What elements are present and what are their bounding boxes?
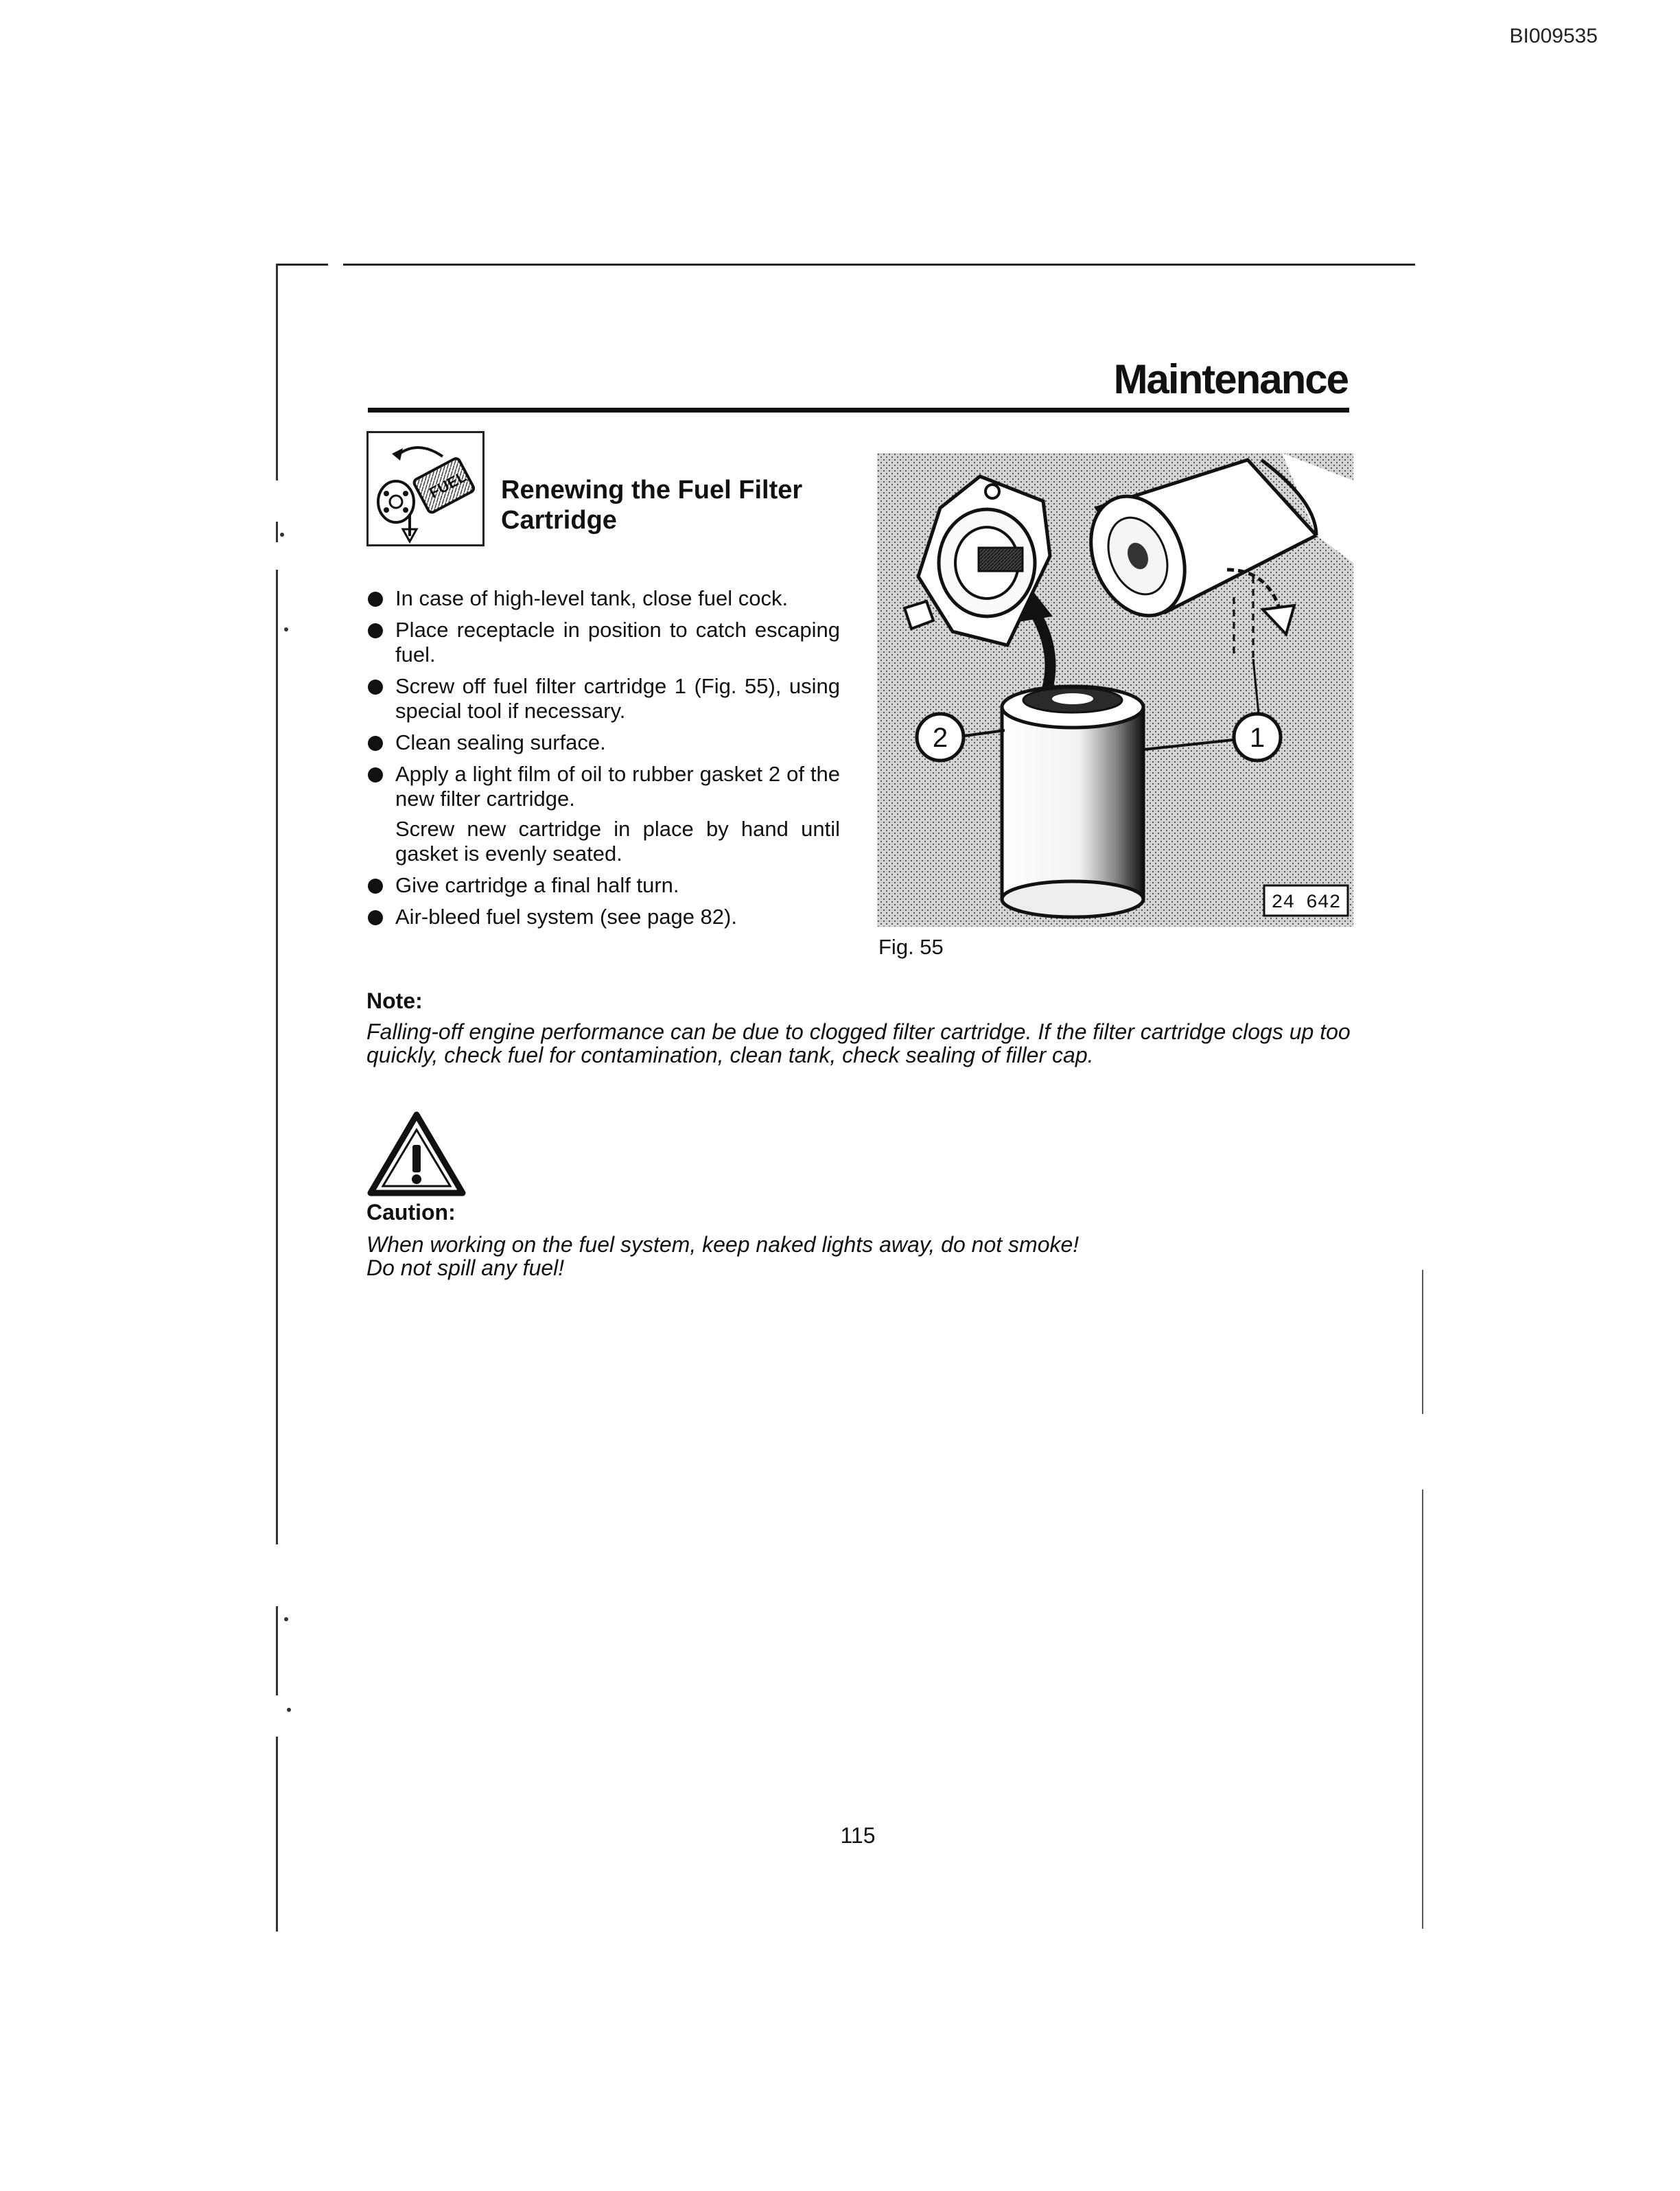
caution-line-1: When working on the fuel system, keep naked lights away, do not smoke! bbox=[366, 1232, 1080, 1257]
warning-triangle-icon bbox=[365, 1109, 468, 1200]
list-item: Air-bleed fuel system (see page 82). bbox=[366, 905, 840, 929]
note-text: Falling-off engine performance can be due to clogged filter cartridge. If the filter cartridge clogs up too quickly, check fuel for contamination, clean tank, check sealing of filler cap. bbox=[366, 1019, 1351, 1067]
note-label: Note: bbox=[366, 988, 423, 1013]
bullet-icon bbox=[368, 879, 383, 894]
fuel-filter-icon bbox=[366, 431, 485, 546]
scan-frame-right bbox=[1422, 1270, 1423, 1929]
section-title-rule bbox=[368, 408, 1349, 413]
list-item: Clean sealing surface. bbox=[366, 730, 840, 755]
caution-text bbox=[366, 1233, 1259, 1279]
figure-caption: Fig. 55 bbox=[878, 935, 944, 959]
list-item: Apply a light film of oil to rubber gasket 2 of the new filter cartridge. bbox=[366, 762, 840, 811]
list-item: In case of high-level tank, close fuel cock. bbox=[366, 586, 840, 611]
bullet-icon bbox=[368, 910, 383, 925]
callout-1-number: 1 bbox=[1249, 723, 1265, 753]
bullet-icon bbox=[368, 623, 383, 638]
bullet-icon bbox=[368, 680, 383, 695]
list-item: Place receptacle in position to catch escaping fuel. bbox=[366, 618, 840, 667]
svg-text:FUEL: FUEL bbox=[426, 467, 469, 502]
caution-line-2: Do not spill any fuel! bbox=[366, 1255, 565, 1280]
list-item: Screw off fuel filter cartridge 1 (Fig. 55), using special tool if necessary. bbox=[366, 674, 840, 723]
bullet-icon bbox=[368, 736, 383, 751]
new-filter-cartridge bbox=[1002, 686, 1143, 917]
image-number: 24 642 bbox=[1271, 892, 1341, 914]
scan-frame-top bbox=[276, 264, 1415, 266]
procedure-steps bbox=[366, 586, 840, 936]
section-title: Maintenance bbox=[1113, 356, 1348, 402]
bullet-icon bbox=[368, 767, 383, 782]
document-id: BI009535 bbox=[1509, 25, 1598, 47]
list-item-continuation: Screw new cartridge in place by hand until gasket is evenly seated. bbox=[395, 817, 840, 866]
topic-title: Renewing the Fuel Filter Cartridge bbox=[501, 476, 803, 535]
callout-2-number: 2 bbox=[932, 723, 948, 753]
list-item: Give cartridge a final half turn. bbox=[366, 873, 840, 898]
page-number: 115 bbox=[840, 1823, 876, 1848]
figure-fuel-filter bbox=[877, 453, 1353, 927]
caution-label: Caution: bbox=[366, 1200, 456, 1225]
bullet-icon bbox=[368, 592, 383, 607]
